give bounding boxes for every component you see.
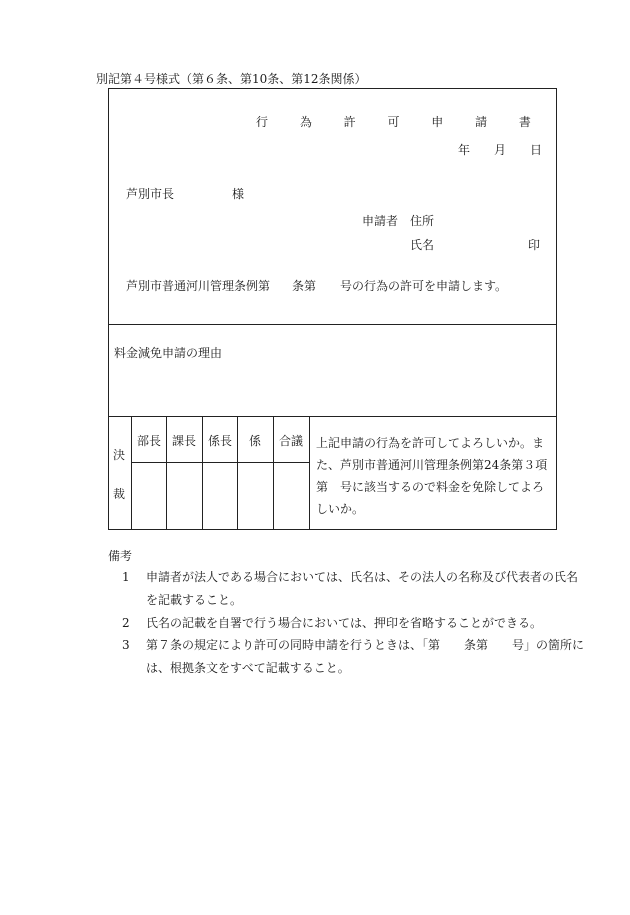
notes-title: 備考: [108, 549, 133, 563]
seal-mark: 印: [528, 238, 541, 252]
note-text: 第７条の規定により許可の同時申請を行うときは、「第 条第 号」の箇所には、根拠条文をすべて記載すること。: [146, 638, 585, 675]
approval-statement: 上記申請の行為を許可してよろしいか。また、芦別市普通河川管理条例第24条第３項第 号に該当するので料金を免除してよろしいか。: [316, 436, 548, 516]
note-item: [146, 566, 586, 612]
note-number: 3: [122, 638, 130, 652]
section-divider: [108, 416, 557, 417]
note-text: 氏名の記載を自署で行う場合においては、押印を省略することができる。: [146, 616, 543, 630]
form-title: 行 為 許 可 申 請 書: [256, 115, 545, 129]
approval-grid-line: [131, 462, 309, 463]
fee-reduction-reason-label: 料金減免申請の理由: [114, 346, 223, 360]
date-year: 年: [458, 143, 471, 157]
approval-grid-line: [309, 416, 310, 530]
approval-header-subsection-chief: 係長: [207, 434, 232, 448]
date-day: 日: [530, 143, 543, 157]
addressee-name: 芦別市長: [126, 187, 175, 201]
note-item: [146, 634, 586, 680]
approval-label-top: 決: [113, 448, 126, 462]
note-number: 1: [122, 570, 130, 584]
approval-header-section-chief: 課長: [171, 434, 196, 448]
approval-label-bottom: 裁: [113, 487, 126, 501]
date-month: 月: [494, 143, 507, 157]
addressee-honorific: 様: [232, 187, 245, 201]
note-number: 2: [122, 616, 130, 630]
applicant-name-label: 氏名: [410, 238, 435, 252]
request-text-part1: 芦別市普通河川管理条例第: [126, 279, 271, 293]
note-item: [146, 612, 586, 635]
request-text-part3: 号の行為の許可を申請します。: [340, 279, 508, 293]
section-divider: [108, 324, 557, 325]
approval-header-staff: 係: [248, 434, 261, 448]
request-text-part2: 条第: [292, 279, 317, 293]
applicant-label: 申請者: [362, 214, 399, 228]
form-number-label: 別記第４号様式（第６条、第10条、第12条関係）: [96, 72, 367, 86]
note-text: 申請者が法人である場合においては、氏名は、その法人の名称及び代表者の氏名を記載すること。: [146, 570, 579, 607]
applicant-address-label: 住所: [410, 214, 435, 228]
approval-header-consultation: 合議: [278, 434, 303, 448]
approval-header-department-head: 部長: [136, 434, 161, 448]
